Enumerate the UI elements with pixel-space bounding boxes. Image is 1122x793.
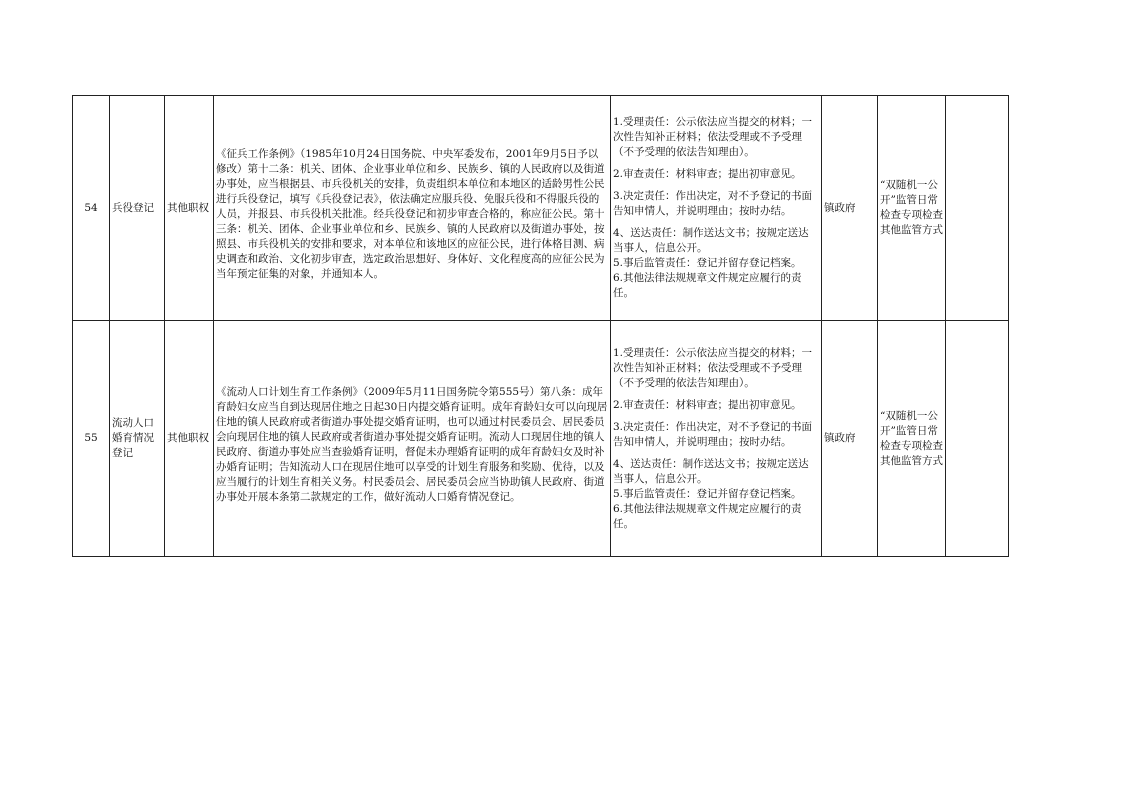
table-row bbox=[73, 96, 1009, 321]
department-cell: 镇政府 bbox=[822, 96, 878, 321]
responsibility-cell bbox=[611, 321, 822, 557]
supervision-method-cell bbox=[878, 321, 946, 557]
responsibility-line: 1.受理责任：公示依法应当提交的材料；一次性告知补正材料；依法受理或不予受理（不予受理的依法告知理由）。 bbox=[613, 346, 813, 389]
legal-basis-cell bbox=[214, 96, 611, 321]
responsibility-cell bbox=[611, 96, 822, 321]
legal-basis-text: 《流动人口计划生育工作条例》（2009年5月11日国务院令第555号）第八条：成年育龄妇女应当自到达现居住地之日起30日内提交婚育证明。成年育龄妇女可以向现居住地的镇人民政府或者街道办事处提交婚育证明，也可以通过村民委员会、居民委员会向现居住地的镇人民政府或者街道办事处提交婚育证明。流动人口现居住地的镇人民政府、街道办事处应当查验婚育证明，督促未办理婚育证明的成年育龄妇女及时补办婚育证明；告知流动人口在现居住地可以享受的计划生育服务和奖励、优待，以及应当履行的计划生育相关义务。村民委员会、居民委员会应当协助镇人民政府、街道办事处开展本条第二款规定的工作，做好流动人口婚育情况登记。 bbox=[216, 385, 608, 503]
responsibility-line: 3.决定责任：作出决定，对不予登记的书面告知申情人，并说明理由；按时办结。 bbox=[613, 420, 813, 448]
supervision-method-text: “双随机一公开”监管日常检查专项检查其他监管方式 bbox=[880, 409, 943, 467]
legal-basis-cell bbox=[214, 321, 611, 557]
remark-cell bbox=[946, 321, 1009, 557]
responsibility-line: 5.事后监管责任：登记并留存登记档案。 bbox=[613, 487, 802, 500]
responsibility-line: 4、送达责任：制作送达文书；按规定送达当事人，信息公开。 bbox=[613, 227, 809, 254]
department-cell: 镇政府 bbox=[822, 321, 878, 557]
supervision-method-text: “双随机一公开”监管日常检查专项检查其他监管方式 bbox=[880, 179, 943, 236]
row-number: 55 bbox=[73, 321, 110, 557]
responsibility-line: 6.其他法律法规规章文件规定应履行的责任。 bbox=[613, 272, 802, 299]
row-number: 54 bbox=[73, 96, 110, 321]
responsibility-line: 4、送达责任：制作送达文书；按规定送达当事人，信息公开。 bbox=[613, 457, 809, 485]
remark-cell bbox=[946, 96, 1009, 321]
item-category: 其他职权 bbox=[165, 96, 214, 321]
responsibility-line: 2.审查责任：材料审查；提出初审意见。 bbox=[613, 398, 802, 411]
responsibility-line: 5.事后监管责任：登记并留存登记档案。 bbox=[613, 257, 802, 269]
item-name: 兵役登记 bbox=[110, 96, 165, 321]
table-row bbox=[73, 321, 1009, 557]
responsibility-line: 3.决定责任：作出决定，对不予登记的书面告知申情人，并说明理由；按时办结。 bbox=[613, 190, 813, 217]
responsibility-line: 1.受理责任：公示依法应当提交的材料；一次性告知补正材料；依法受理或不予受理（不予受理的依法告知理由）。 bbox=[613, 116, 813, 158]
responsibility-line: 2.审查责任：材料审查；提出初审意见。 bbox=[613, 168, 802, 180]
supervision-method-cell bbox=[878, 96, 946, 321]
responsibility-line: 6.其他法律法规规章文件规定应履行的责任。 bbox=[613, 502, 802, 530]
item-category: 其他职权 bbox=[165, 321, 214, 557]
legal-basis-text: 《征兵工作条例》（1985年10月24日国务院、中央军委发布，2001年9月5日予以修改）第十二条：机关、团体、企业事业单位和乡、民族乡、镇的人民政府以及街道办事处，应当根据县、市兵役机关的安排，负责组织本单位和本地区的适龄男性公民进行兵役登记，填写《兵役登记表》，依法确定应服兵役、免服兵役和不得服兵役的人员，并报县、市兵役机关批准。经兵役登记和初步审查合格的，称应征公民。第十三条：机关、团体、企业事业单位和乡、民族乡、镇的人民政府以及街道办事处，按照县、市兵役机关的安排和要求，对本单位和该地区的应征公民，进行体格目测、病史调查和政治、文化初步审查，选定政治思想好、身体好、文化程度高的应征公民为当年预定征集的对象，并通知本人。 bbox=[216, 147, 605, 280]
duty-table bbox=[72, 95, 1009, 557]
item-name: 流动人口婚育情况登记 bbox=[110, 321, 165, 557]
